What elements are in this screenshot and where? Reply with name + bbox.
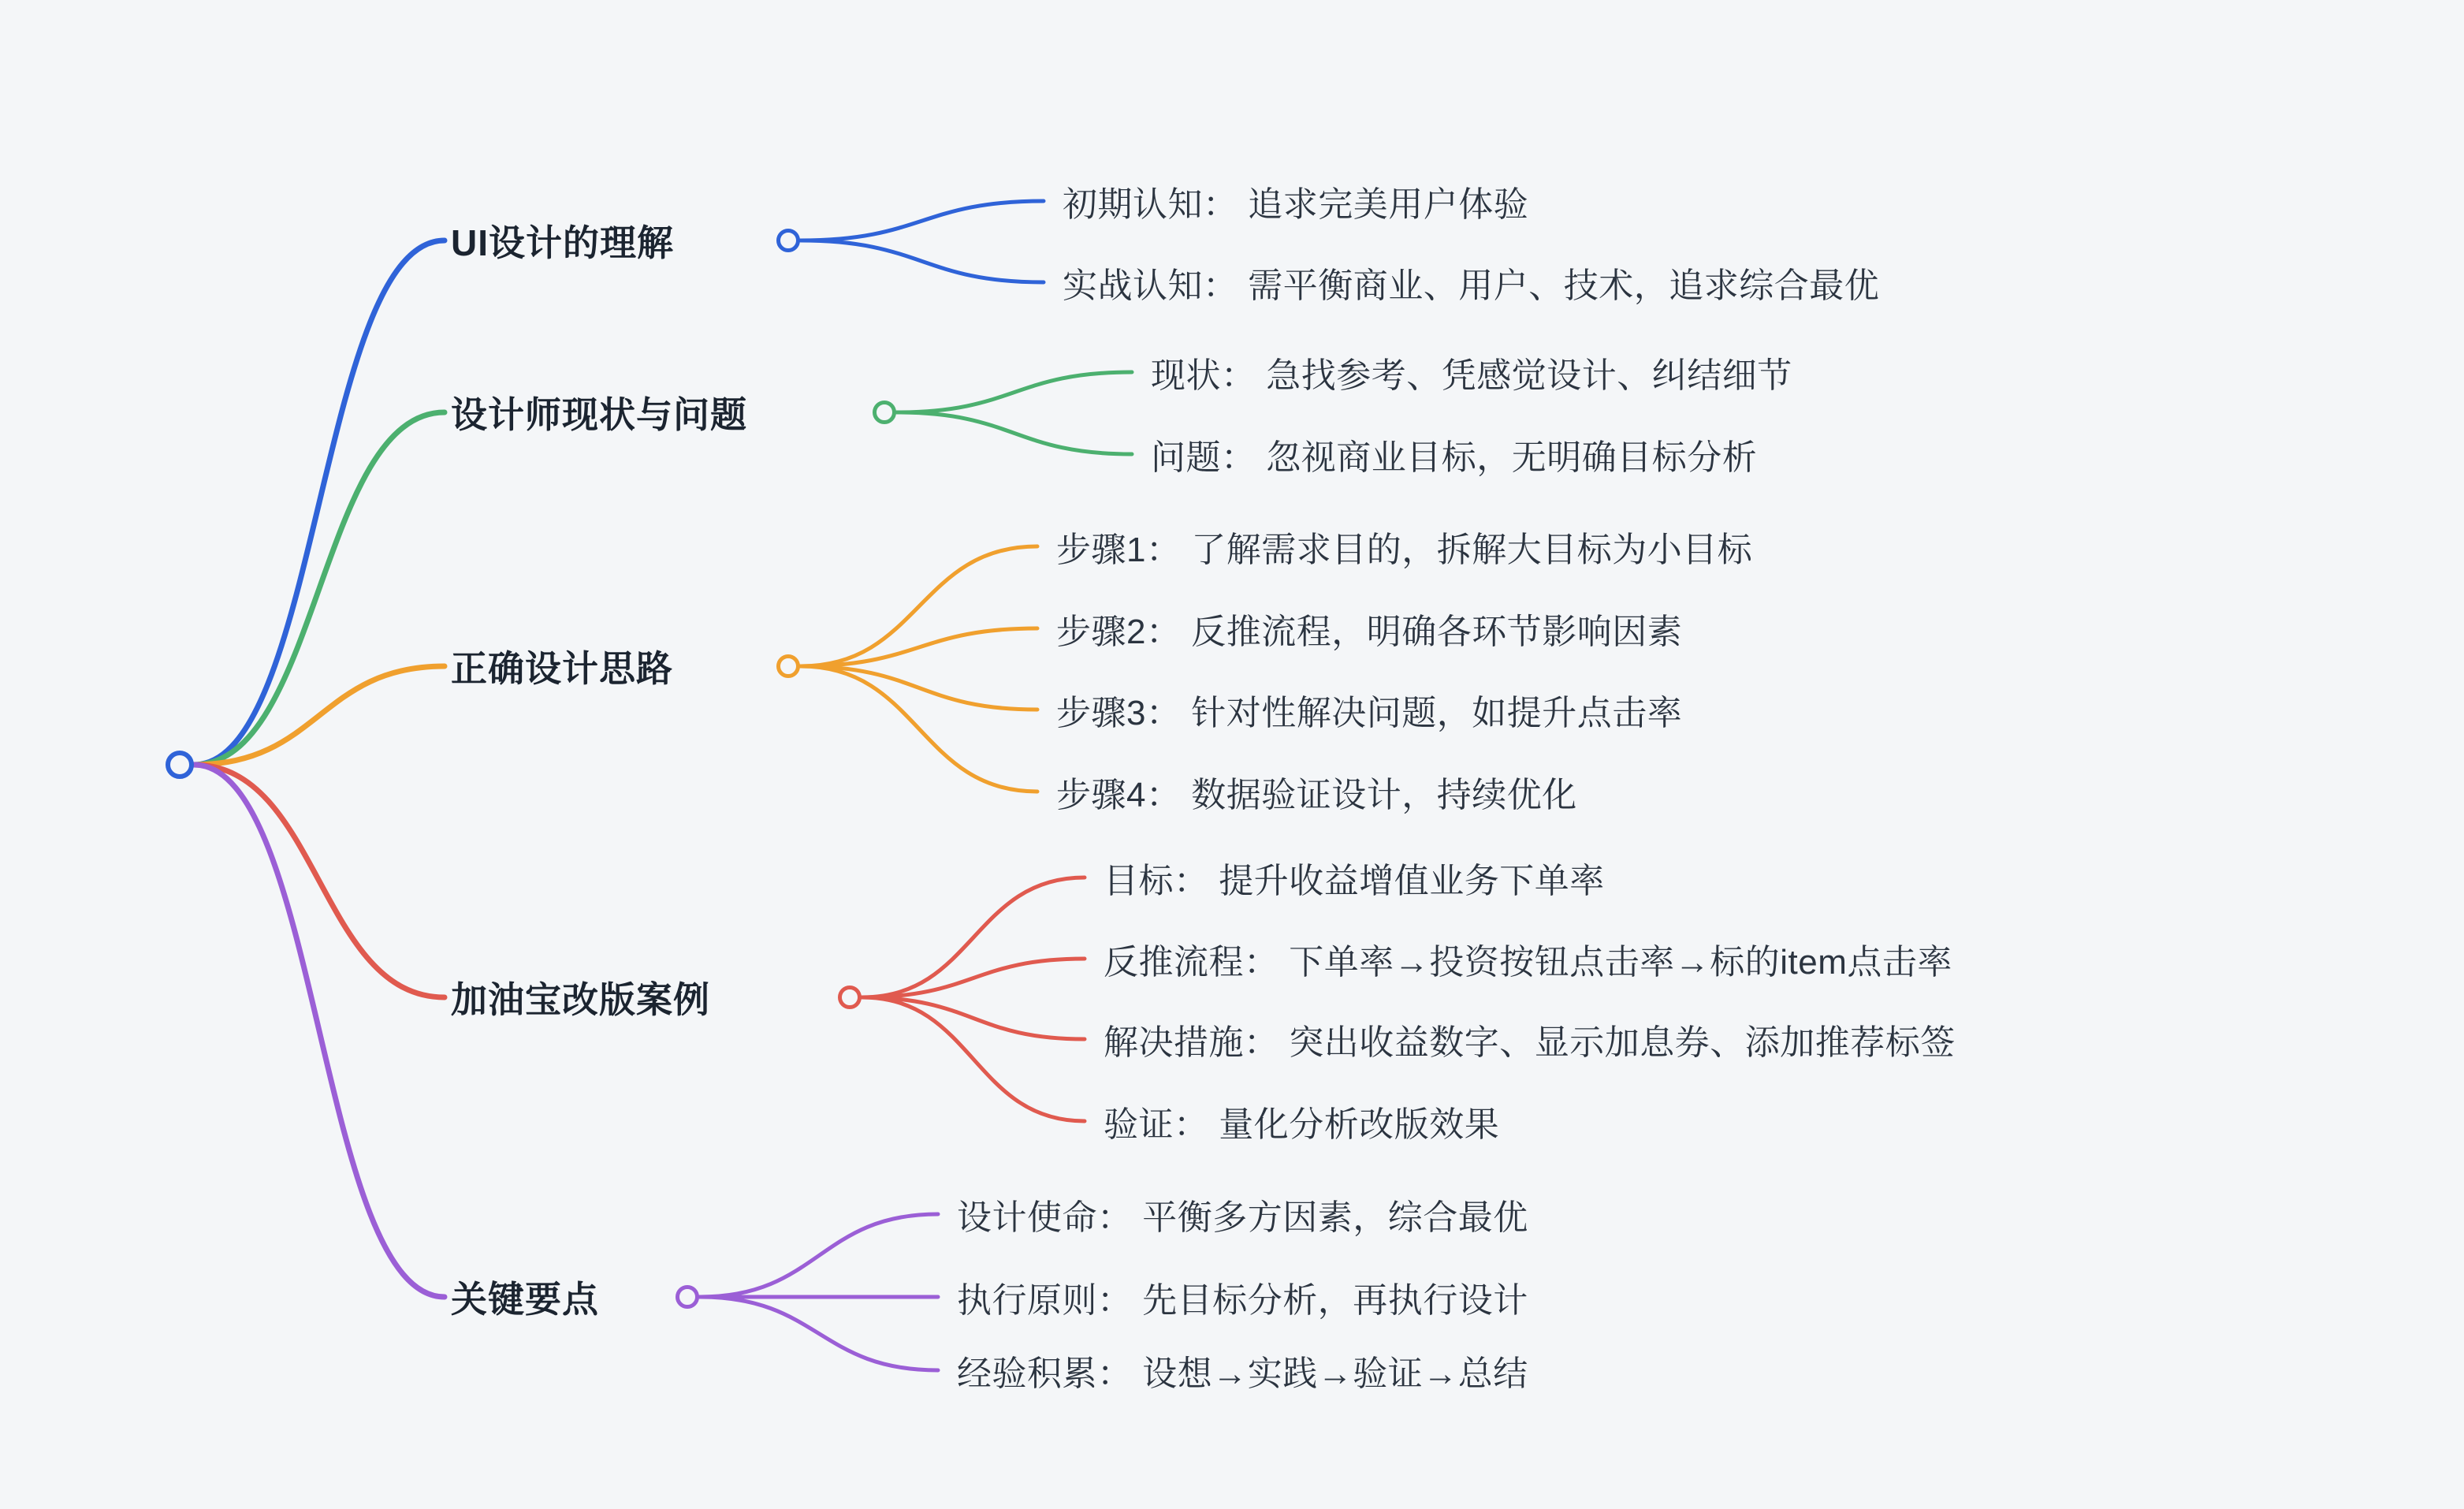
branch-label[interactable]: 关键要点 bbox=[451, 1279, 599, 1320]
branch-label[interactable]: UI设计的理解 bbox=[451, 222, 674, 263]
leaf-label[interactable]: 反推流程： 下单率→投资按钮点击率→标的item点击率 bbox=[1104, 943, 1952, 982]
branch-label[interactable]: 加油宝改版案例 bbox=[451, 979, 710, 1020]
leaf-label[interactable]: 现状： 急找参考、凭感觉设计、纠结细节 bbox=[1151, 356, 1792, 395]
branch-node-dot[interactable] bbox=[776, 654, 800, 678]
leaf-label[interactable]: 验证： 量化分析改版效果 bbox=[1104, 1105, 1500, 1144]
branch-label[interactable]: 设计师现状与问题 bbox=[451, 394, 747, 435]
leaf-label[interactable]: 执行原则： 先目标分析，再执行设计 bbox=[957, 1281, 1528, 1320]
leaf-label[interactable]: 问题： 忽视商业目标，无明确目标分析 bbox=[1151, 438, 1758, 477]
leaf-label[interactable]: 经验积累： 设想→实践→验证→总结 bbox=[957, 1354, 1528, 1393]
branch-label[interactable]: 正确设计思路 bbox=[451, 648, 673, 689]
branch-node-dot[interactable] bbox=[873, 401, 896, 424]
leaf-label[interactable]: 设计使命： 平衡多方因素，综合最优 bbox=[957, 1198, 1528, 1237]
leaf-label[interactable]: 目标： 提升收益增值业务下单率 bbox=[1104, 862, 1605, 900]
leaf-label[interactable]: 步骤1： 了解需求目的，拆解大目标为小目标 bbox=[1056, 531, 1753, 569]
branch-node-dot[interactable] bbox=[676, 1285, 699, 1309]
leaf-label[interactable]: 初期认知： 追求完美用户体验 bbox=[1063, 185, 1529, 224]
leaf-label[interactable]: 步骤4： 数据验证设计，持续优化 bbox=[1056, 776, 1577, 814]
branch-node-dot[interactable] bbox=[776, 229, 800, 252]
leaf-label[interactable]: 实战认知： 需平衡商业、用户、技术，追求综合最优 bbox=[1063, 266, 1880, 305]
leaf-label[interactable]: 解决措施： 突出收益数字、显示加息券、添加推荐标签 bbox=[1104, 1023, 1956, 1062]
branch-node-dot[interactable] bbox=[838, 986, 862, 1009]
root-node-dot[interactable] bbox=[166, 751, 194, 779]
leaf-label[interactable]: 步骤3： 针对性解决问题，如提升点击率 bbox=[1056, 694, 1683, 732]
leaf-label[interactable]: 步骤2： 反推流程，明确各环节影响因素 bbox=[1056, 613, 1683, 651]
